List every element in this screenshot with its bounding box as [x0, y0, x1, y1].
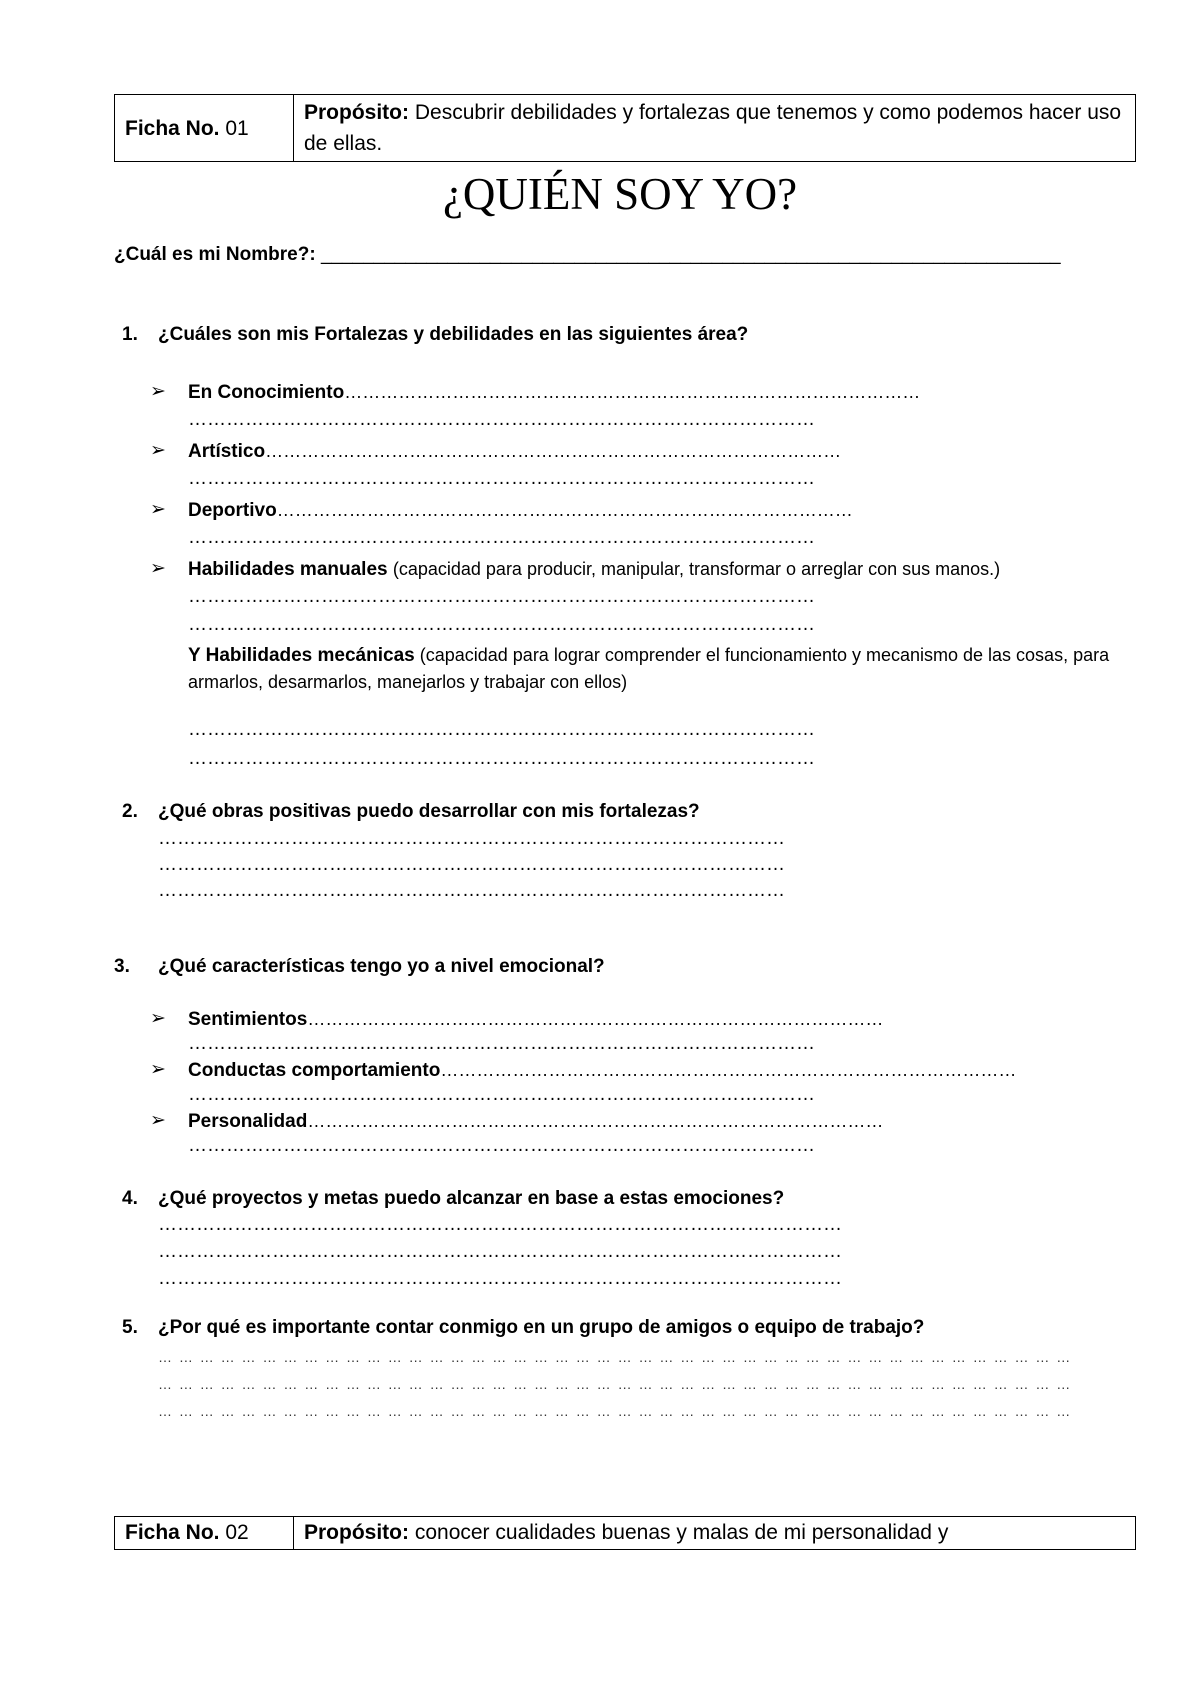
- arrow-bullet-icon: ➢: [150, 1059, 166, 1080]
- answer-dots[interactable]: ………………………………………………………………………………………: [188, 748, 815, 769]
- arrow-bullet-icon: ➢: [150, 558, 166, 579]
- answer-dots[interactable]: ……………………………………………………………………………………: [307, 1009, 884, 1029]
- answer-dots[interactable]: … … … … … … … … … … … … … … … … … … … … … … … … … … … … … … … … … … … … … … … … … … … …: [158, 1349, 1072, 1365]
- answer-dots[interactable]: ………………………………………………………………………………………: [188, 527, 815, 548]
- question-1-text: ¿Cuáles son mis Fortalezas y debilidades en las siguientes área?: [158, 324, 749, 345]
- answer-dots[interactable]: ……………………………………………………………………………………: [440, 1060, 1017, 1080]
- answer-dots[interactable]: ………………………………………………………………………………………………: [158, 1268, 842, 1289]
- answer-dots[interactable]: ……………………………………………………………………………………: [265, 441, 842, 461]
- answer-dots[interactable]: ………………………………………………………………………………………: [158, 828, 785, 849]
- question-4-number: 4.: [122, 1188, 138, 1209]
- purpose-text: conocer cualidades buenas y malas de mi personalidad y: [414, 1521, 949, 1544]
- question-3-text: ¿Qué características tengo yo a nivel emocional?: [158, 956, 605, 977]
- arrow-bullet-icon: ➢: [150, 381, 166, 402]
- item-label: Personalidad: [188, 1111, 308, 1132]
- name-blank-line[interactable]: ______________________________________________________________________: [320, 244, 1061, 265]
- item-sentimientos: [188, 1007, 883, 1032]
- ficha-label: Ficha No.: [125, 1521, 220, 1544]
- item-label: Artístico: [188, 441, 266, 462]
- item-label: Conductas comportamiento: [188, 1060, 441, 1081]
- ficha-number: 02: [225, 1521, 249, 1544]
- item-habilidades-manuales: [188, 557, 1000, 582]
- arrow-bullet-icon: ➢: [150, 499, 166, 520]
- item-conocimiento: [188, 380, 920, 405]
- header-table-ficha-02: [114, 1516, 1136, 1550]
- answer-dots[interactable]: ………………………………………………………………………………………: [188, 1084, 815, 1105]
- name-field[interactable]: [114, 244, 1061, 266]
- arrow-bullet-icon: ➢: [150, 1008, 166, 1029]
- arrow-bullet-icon: ➢: [150, 440, 166, 461]
- header-table-ficha-01: [114, 94, 1136, 162]
- purpose-text: Descubrir debilidades y fortalezas que tenemos y como podemos hacer uso de ellas.: [304, 101, 1122, 155]
- answer-dots[interactable]: ……………………………………………………………………………………: [276, 500, 853, 520]
- answer-dots[interactable]: ……………………………………………………………………………………: [307, 1111, 884, 1131]
- answer-dots[interactable]: ………………………………………………………………………………………: [158, 880, 785, 901]
- arrow-bullet-icon: ➢: [150, 1110, 166, 1131]
- purpose-cell: [294, 1517, 1136, 1550]
- answer-dots[interactable]: ………………………………………………………………………………………………: [158, 1241, 842, 1262]
- item-label: Habilidades manuales: [188, 559, 388, 580]
- answer-dots[interactable]: ………………………………………………………………………………………: [188, 586, 815, 607]
- answer-dots[interactable]: ………………………………………………………………………………………: [158, 854, 785, 875]
- question-2-number: 2.: [122, 801, 138, 822]
- answer-dots[interactable]: ………………………………………………………………………………………: [188, 1033, 815, 1054]
- answer-dots[interactable]: ………………………………………………………………………………………: [188, 409, 815, 430]
- question-3-number: 3.: [114, 956, 130, 977]
- page-title: ¿QUIÉN SOY YO?: [442, 169, 798, 219]
- item-label: En Conocimiento: [188, 382, 345, 403]
- ficha-number: 01: [225, 116, 249, 140]
- answer-dots[interactable]: ………………………………………………………………………………………: [188, 468, 815, 489]
- item-personalidad: [188, 1109, 883, 1134]
- question-5-text: ¿Por qué es importante contar conmigo en un grupo de amigos o equipo de trabajo?: [158, 1317, 925, 1338]
- purpose-cell: [294, 95, 1136, 162]
- answer-dots[interactable]: ………………………………………………………………………………………: [188, 719, 815, 740]
- question-2-text: ¿Qué obras positivas puedo desarrollar con mis fortalezas?: [158, 801, 700, 822]
- ficha-number-cell: [115, 1517, 294, 1550]
- purpose-label: Propósito:: [304, 101, 409, 124]
- item-label: Deportivo: [188, 500, 277, 521]
- answer-dots[interactable]: ……………………………………………………………………………………: [344, 382, 921, 402]
- answer-dots[interactable]: … … … … … … … … … … … … … … … … … … … … … … … … … … … … … … … … … … … … … … … … … … … …: [158, 1376, 1072, 1392]
- answer-dots[interactable]: … … … … … … … … … … … … … … … … … … … … … … … … … … … … … … … … … … … … … … … … … … … …: [158, 1403, 1072, 1419]
- item-habilidades-mecanicas: [188, 642, 1148, 695]
- question-4-text: ¿Qué proyectos y metas puedo alcanzar en base a estas emociones?: [158, 1188, 785, 1209]
- item-conductas: [188, 1058, 1016, 1083]
- answer-dots[interactable]: ………………………………………………………………………………………: [188, 1135, 815, 1156]
- ficha-number-cell: [115, 95, 294, 162]
- question-1-number: 1.: [122, 324, 138, 345]
- purpose-label: Propósito:: [304, 1521, 409, 1544]
- item-deportivo: [188, 498, 853, 523]
- item-description: (capacidad para lograr comprender el funcionamiento y mecanismo de las cosas, para armarlos, desarmarlos, manejarlos y trabajar con ellos): [188, 645, 1110, 692]
- item-label: Y Habilidades mecánicas: [188, 645, 415, 666]
- answer-dots[interactable]: ………………………………………………………………………………………: [188, 614, 815, 635]
- item-label: Sentimientos: [188, 1009, 308, 1030]
- name-prompt: ¿Cuál es mi Nombre?:: [114, 244, 316, 265]
- item-description: (capacidad para producir, manipular, transformar o arreglar con sus manos.): [392, 559, 1001, 579]
- ficha-label: Ficha No.: [125, 116, 220, 140]
- question-5-number: 5.: [122, 1317, 138, 1338]
- answer-dots[interactable]: ………………………………………………………………………………………………: [158, 1214, 842, 1235]
- item-artistico: [188, 439, 841, 464]
